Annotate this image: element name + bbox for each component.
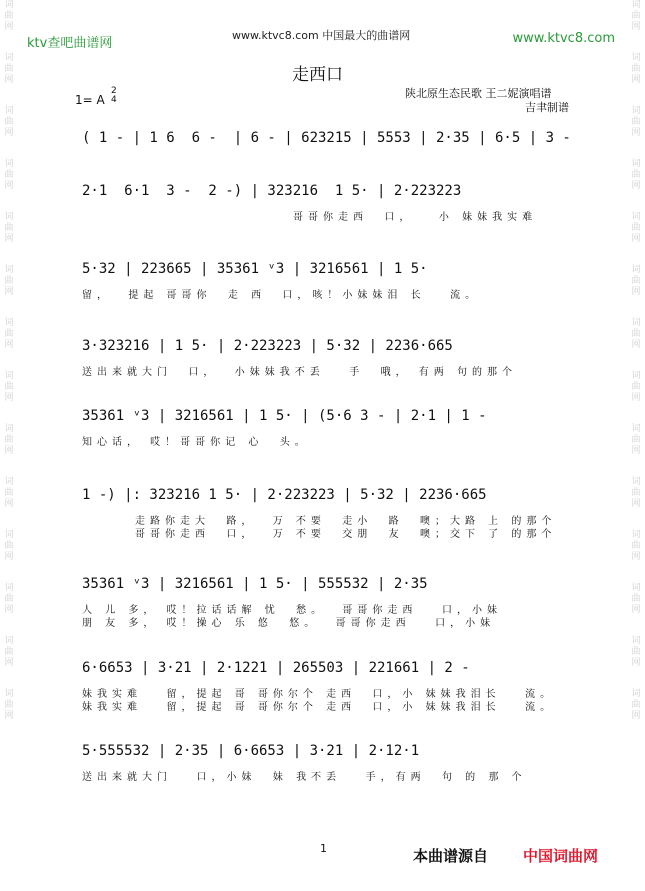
song-title: 走西口 [292,65,343,85]
notation-line: 2·1 6·1 3 - 2 -) | 323216 1 5· | 2·223223 [82,183,462,199]
watermark-text: 词 曲 网 [631,0,641,32]
watermark-text: 词 曲 网 [4,424,14,456]
lyrics-line-1: 哥哥你走西 口， 小 妹妹我实难 [293,212,538,223]
lyrics-line-1: 送出来就大门 口，小妹 妹 我不丢 手，有两 句 的 那 个 [82,772,527,783]
credit-line-1: 陕北原生态民歌 王二妮演唱谱 [405,87,552,100]
watermark-text: 词 曲 网 [631,159,641,191]
lyrics-line-2: 妹我实难 留，提起 哥 哥你尔个 走西 口，小 妹妹我泪长 流。 [82,702,556,713]
lyrics-line-1: 人 儿 多， 哎！拉话话解 忧 愁。 哥哥你走西 口，小妹 [82,605,502,616]
watermark-text: 词 曲 网 [4,265,14,297]
lyrics-line-1: 妹我实难 留，提起 哥 哥你尔个 走西 口，小 妹妹我泪长 流。 [82,689,556,700]
lyrics-line-1: 知心话， 哎！哥哥你记 心 头。 [82,437,310,448]
page-number: 1 [320,842,327,855]
site-url-right[interactable]: www.ktvc8.com [512,31,615,46]
site-name-center[interactable]: www.ktvc8.com 中国最大的曲谱网 [232,29,411,42]
watermark-text: 词 曲 网 [4,689,14,721]
watermark-text: 词 曲 网 [4,636,14,668]
time-top: 2 [111,86,117,96]
watermark-text: 词 曲 网 [631,106,641,138]
key-signature: 1= A [75,93,105,107]
watermark-text: 词 曲 网 [631,583,641,615]
source-label: 本曲谱源自 [413,847,489,865]
notation-line: 3·323216 | 1 5· | 2·223223 | 5·32 | 2236·665 [82,338,453,354]
watermark-text: 词 曲 网 [631,53,641,85]
watermark-text: 词 曲 网 [631,636,641,668]
watermark-text: 词 曲 网 [4,318,14,350]
time-bottom: 4 [111,95,117,105]
watermark-text: 词 曲 网 [631,371,641,403]
notation-line: 5·555532 | 2·35 | 6·6653 | 3·21 | 2·12·1 [82,743,420,759]
watermark-text: 词 曲 网 [4,530,14,562]
notation-line: 35361 ᵛ3 | 3216561 | 1 5· | (5·6 3 - | 2·1 | 1 - [82,408,487,424]
watermark-text: 词 曲 网 [4,53,14,85]
time-signature [111,87,117,105]
watermark-text: 词 曲 网 [631,689,641,721]
source-name[interactable]: 中国词曲网 [523,847,599,865]
notation-line: ( 1 - | 1 6 6 - | 6 - | 623215 | 5553 | 2·35 | 6·5 | 3 - [82,130,571,146]
notation-line: 1 -) |: 323216 1 5· | 2·223223 | 5·32 | 2236·665 [82,487,487,503]
notation-line: 35361 ᵛ3 | 3216561 | 1 5· | 555532 | 2·35 [82,576,428,592]
watermark-text: 词 曲 网 [4,159,14,191]
watermark-text: 词 曲 网 [631,212,641,244]
lyrics-line-2: 朋 友 多， 哎！操心 乐 悠 悠。 哥哥你走西 口，小妹 [82,618,496,629]
watermark-text: 词 曲 网 [4,212,14,244]
watermark-text: 词 曲 网 [631,477,641,509]
watermark-text: 词 曲 网 [4,477,14,509]
site-name-left[interactable]: ktv查吧曲谱网 [27,36,113,51]
lyrics-line-1: 送出来就大门 口， 小妹妹我不丢 手 哦， 有两 句的那个 [82,367,517,378]
left-watermark-strip [2,0,16,891]
lyrics-line-1: 走路你走大 路， 万 不要 走小 路 噢；大路 上 的那个 [135,516,557,527]
lyrics-line-1: 留， 提起 哥哥你 走 西 口，咳！小妹妹泪 长 流。 [82,290,481,301]
right-watermark-strip [629,0,643,891]
watermark-text: 词 曲 网 [631,424,641,456]
credit-line-2: 吉聿制谱 [525,101,569,114]
watermark-text: 词 曲 网 [631,318,641,350]
watermark-text: 词 曲 网 [4,583,14,615]
watermark-text: 词 曲 网 [4,371,14,403]
lyrics-line-2: 哥哥你走西 口， 万 不要 交朋 友 噢；交下 了 的那个 [135,529,557,540]
watermark-text: 词 曲 网 [631,530,641,562]
watermark-text: 词 曲 网 [4,0,14,32]
notation-line: 5·32 | 223665 | 35361 ᵛ3 | 3216561 | 1 5· [82,261,428,277]
watermark-text: 词 曲 网 [631,265,641,297]
watermark-text: 词 曲 网 [4,106,14,138]
notation-line: 6·6653 | 3·21 | 2·1221 | 265503 | 221661 | 2 - [82,660,470,676]
